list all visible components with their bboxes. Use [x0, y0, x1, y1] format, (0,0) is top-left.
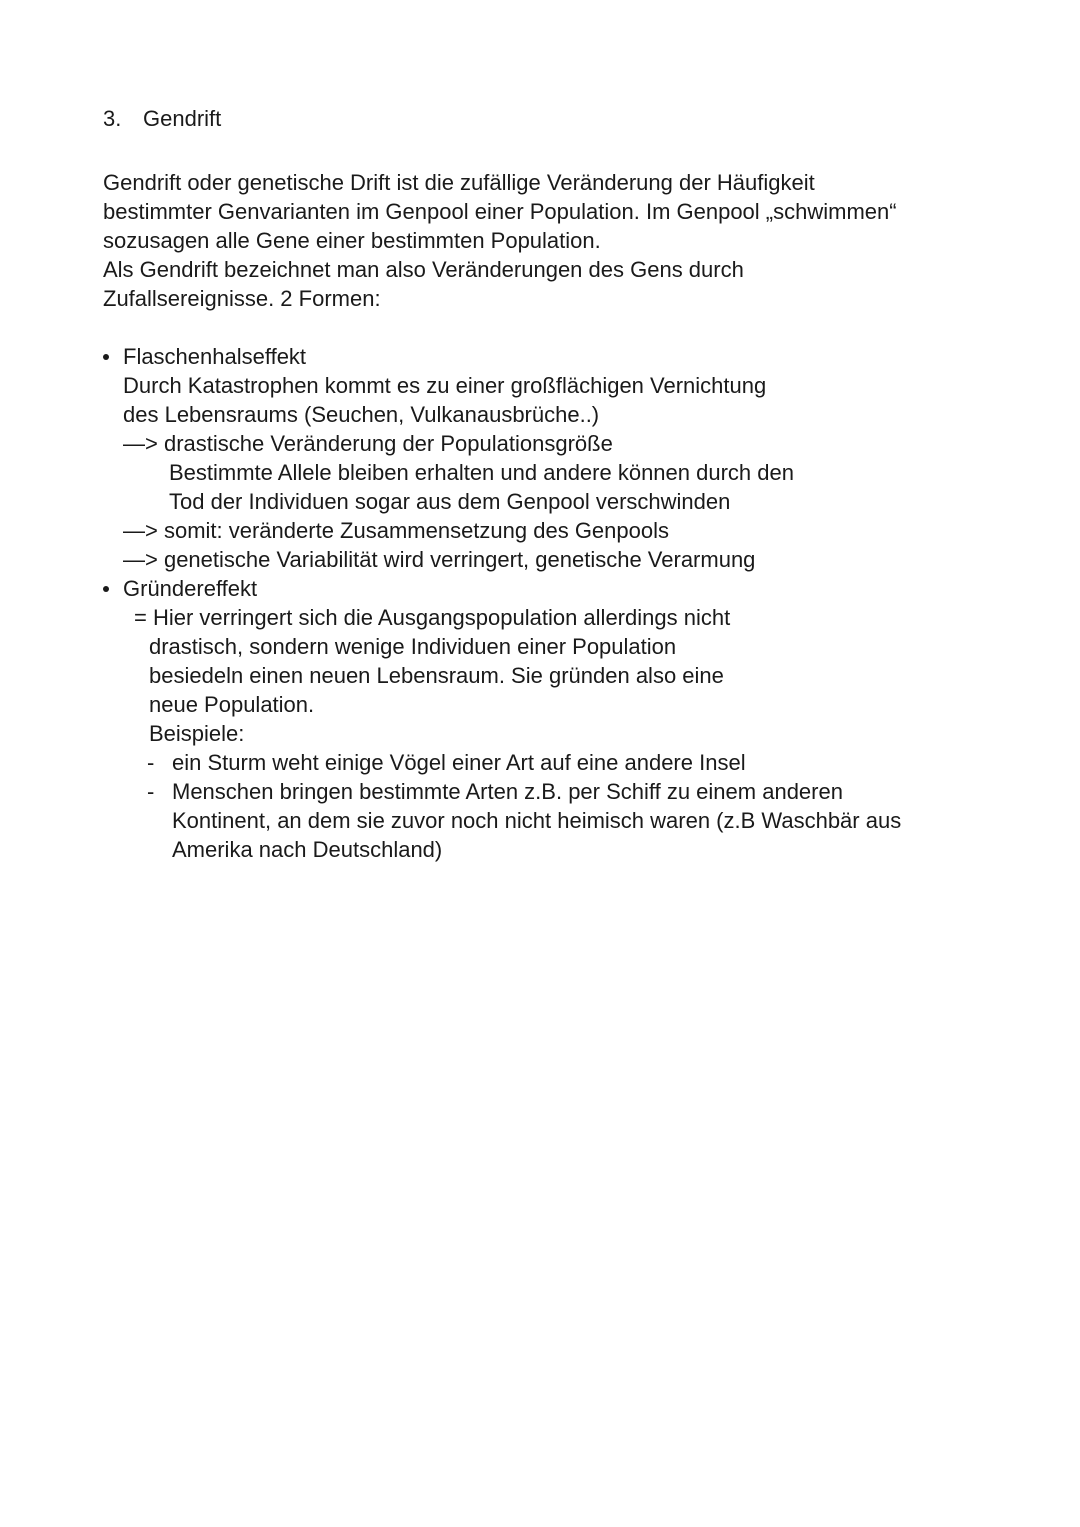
section-number: 3.	[103, 106, 122, 131]
examples-label: Beispiele:	[149, 721, 245, 746]
example-line: Amerika nach Deutschland)	[172, 837, 443, 862]
example-line: Menschen bringen bestimmte Arten z.B. per Schiff zu einem anderen	[172, 779, 843, 804]
intro-line: Gendrift oder genetische Drift ist die zufällige Veränderung der Häufigkeit	[103, 170, 815, 195]
bottleneck-arrow-line: —> drastische Veränderung der Populationsgröße	[123, 431, 613, 456]
bottleneck-sub-line: Bestimmte Allele bleiben erhalten und andere können durch den	[169, 460, 794, 485]
bottleneck-title: Flaschenhalseffekt	[123, 344, 307, 369]
bottleneck-arrow-line: —> genetische Variabilität wird verringert, genetische Verarmung	[123, 547, 756, 572]
founder-desc-line: drastisch, sondern wenige Individuen einer Population	[149, 634, 677, 659]
section-title: Gendrift	[143, 106, 222, 131]
example-line: Kontinent, an dem sie zuvor noch nicht heimisch waren (z.B Waschbär aus	[172, 808, 902, 833]
bottleneck-desc-line: des Lebensraums (Seuchen, Vulkanausbrüche..)	[123, 402, 600, 427]
intro-line: sozusagen alle Gene einer bestimmten Population.	[103, 228, 601, 253]
intro-line: Zufallsereignisse. 2 Formen:	[103, 286, 381, 311]
dash-marker: -	[147, 779, 155, 804]
bottleneck-desc-line: Durch Katastrophen kommt es zu einer großflächigen Vernichtung	[123, 373, 767, 398]
founder-desc-line: = Hier verringert sich die Ausgangspopulation allerdings nicht	[134, 605, 731, 630]
founder-desc-line: neue Population.	[149, 692, 315, 717]
founder-desc-line: besiedeln einen neuen Lebensraum. Sie gründen also eine	[149, 663, 724, 688]
founder-title: Gründereffekt	[123, 576, 258, 601]
bullet-dot-icon	[103, 586, 109, 592]
bottleneck-sub-line: Tod der Individuen sogar aus dem Genpool verschwinden	[169, 489, 731, 514]
dash-marker: -	[147, 750, 155, 775]
bullet-dot-icon	[103, 354, 109, 360]
intro-line: Als Gendrift bezeichnet man also Veränderungen des Gens durch	[103, 257, 744, 282]
bottleneck-arrow-line: —> somit: veränderte Zusammensetzung des Genpools	[123, 518, 669, 543]
example-line: ein Sturm weht einige Vögel einer Art auf eine andere Insel	[172, 750, 746, 775]
intro-line: bestimmter Genvarianten im Genpool einer Population. Im Genpool „schwimmen“	[103, 199, 897, 224]
